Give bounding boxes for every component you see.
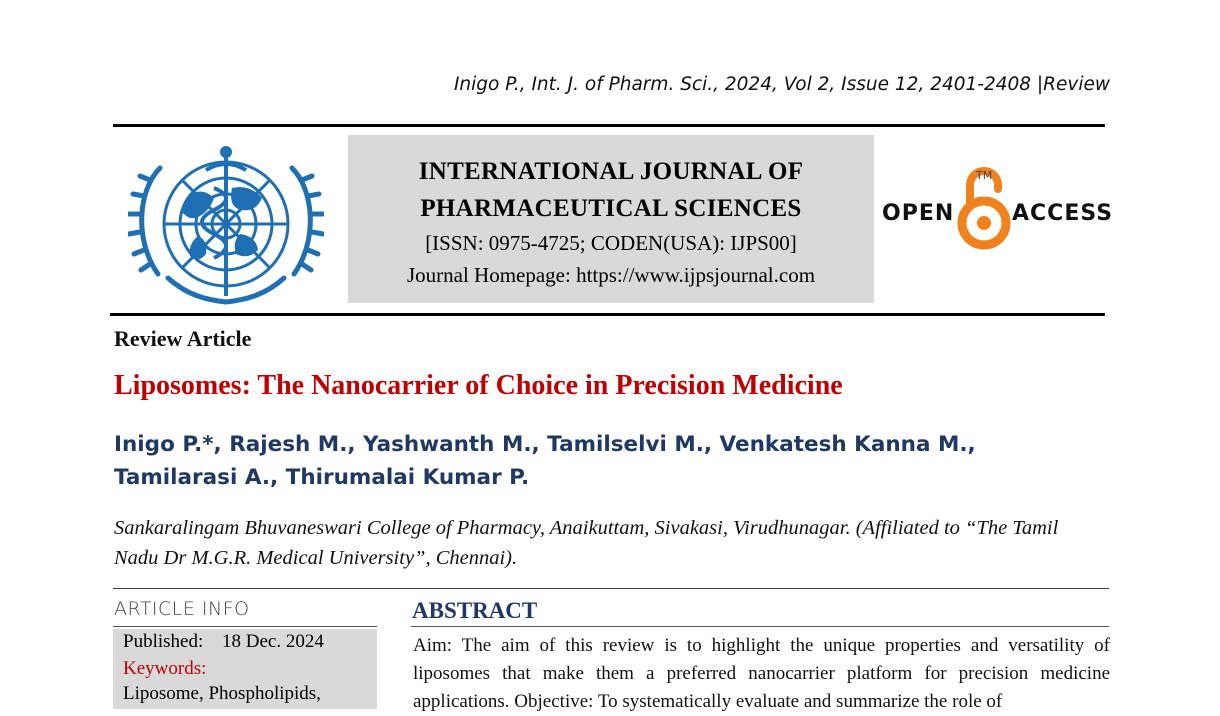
abstract-text: Aim: The aim of this review is to highlight the unique properties and versatility of liposomes that make them a preferred nanocarrier platform for precision medicine applications. Objective: To systematically evaluate and summarize the role of: [413, 635, 1110, 712]
un-emblem-caduceus-icon: [128, 140, 324, 306]
journal-masthead: [348, 135, 874, 303]
article-type: Review Article: [114, 326, 252, 351]
keywords-label: Keywords:: [123, 658, 207, 679]
journal-name-line2: PHARMACEUTICAL SCIENCES: [420, 195, 802, 222]
authors-line2: Tamilarasi A., Thirumalai Kumar P.: [114, 465, 530, 490]
journal-name-line1: INTERNATIONAL JOURNAL OF: [418, 158, 804, 185]
open-access-word-access: ACCESS: [1012, 201, 1114, 226]
published-date: 18 Dec. 2024: [221, 631, 324, 652]
affiliation: Sankaralingam Bhuvaneswari College of Pharmacy, Anaikuttam, Sivakasi, Virudhunagar. (Affiliated to “The Tamil Nadu Dr M.G.R. Medical University”, Chennai).: [114, 517, 1059, 569]
article-title: Liposomes: The Nanocarrier of Choice in Precision Medicine: [114, 370, 843, 401]
journal-issn: [ISSN: 0975-4725; CODEN(USA): IJPS00]: [425, 231, 797, 255]
abstract-heading: ABSTRACT: [412, 598, 538, 623]
published-label: Published:: [123, 631, 204, 652]
open-access-logo: [880, 165, 1114, 253]
header-rule-top: [113, 124, 1105, 127]
journal-homepage: Journal Homepage: https://www.ijpsjournal.com: [406, 263, 816, 287]
published-row: [123, 631, 324, 653]
header-rule-bottom: [110, 313, 1105, 316]
article-info-box: [113, 629, 377, 709]
open-access-tm: TM: [976, 169, 993, 182]
section-divider: [113, 588, 1109, 589]
authors-line1: Inigo P.*, Rajesh M., Yashwanth M., Tamilselvi M., Venkatesh Kanna M.,: [114, 432, 976, 457]
open-access-word-open: OPEN: [882, 201, 955, 226]
abstract-rule: [411, 626, 1109, 627]
article-info-heading: ARTICLE INFO: [114, 598, 250, 620]
article-info-rule: [113, 626, 377, 627]
running-head: Inigo P., Int. J. of Pharm. Sci., 2024, Vol 2, Issue 12, 2401-2408 |Review: [453, 74, 1110, 95]
author-list: [114, 428, 1074, 494]
keywords-value: Liposome, Phospholipids,: [123, 683, 321, 704]
